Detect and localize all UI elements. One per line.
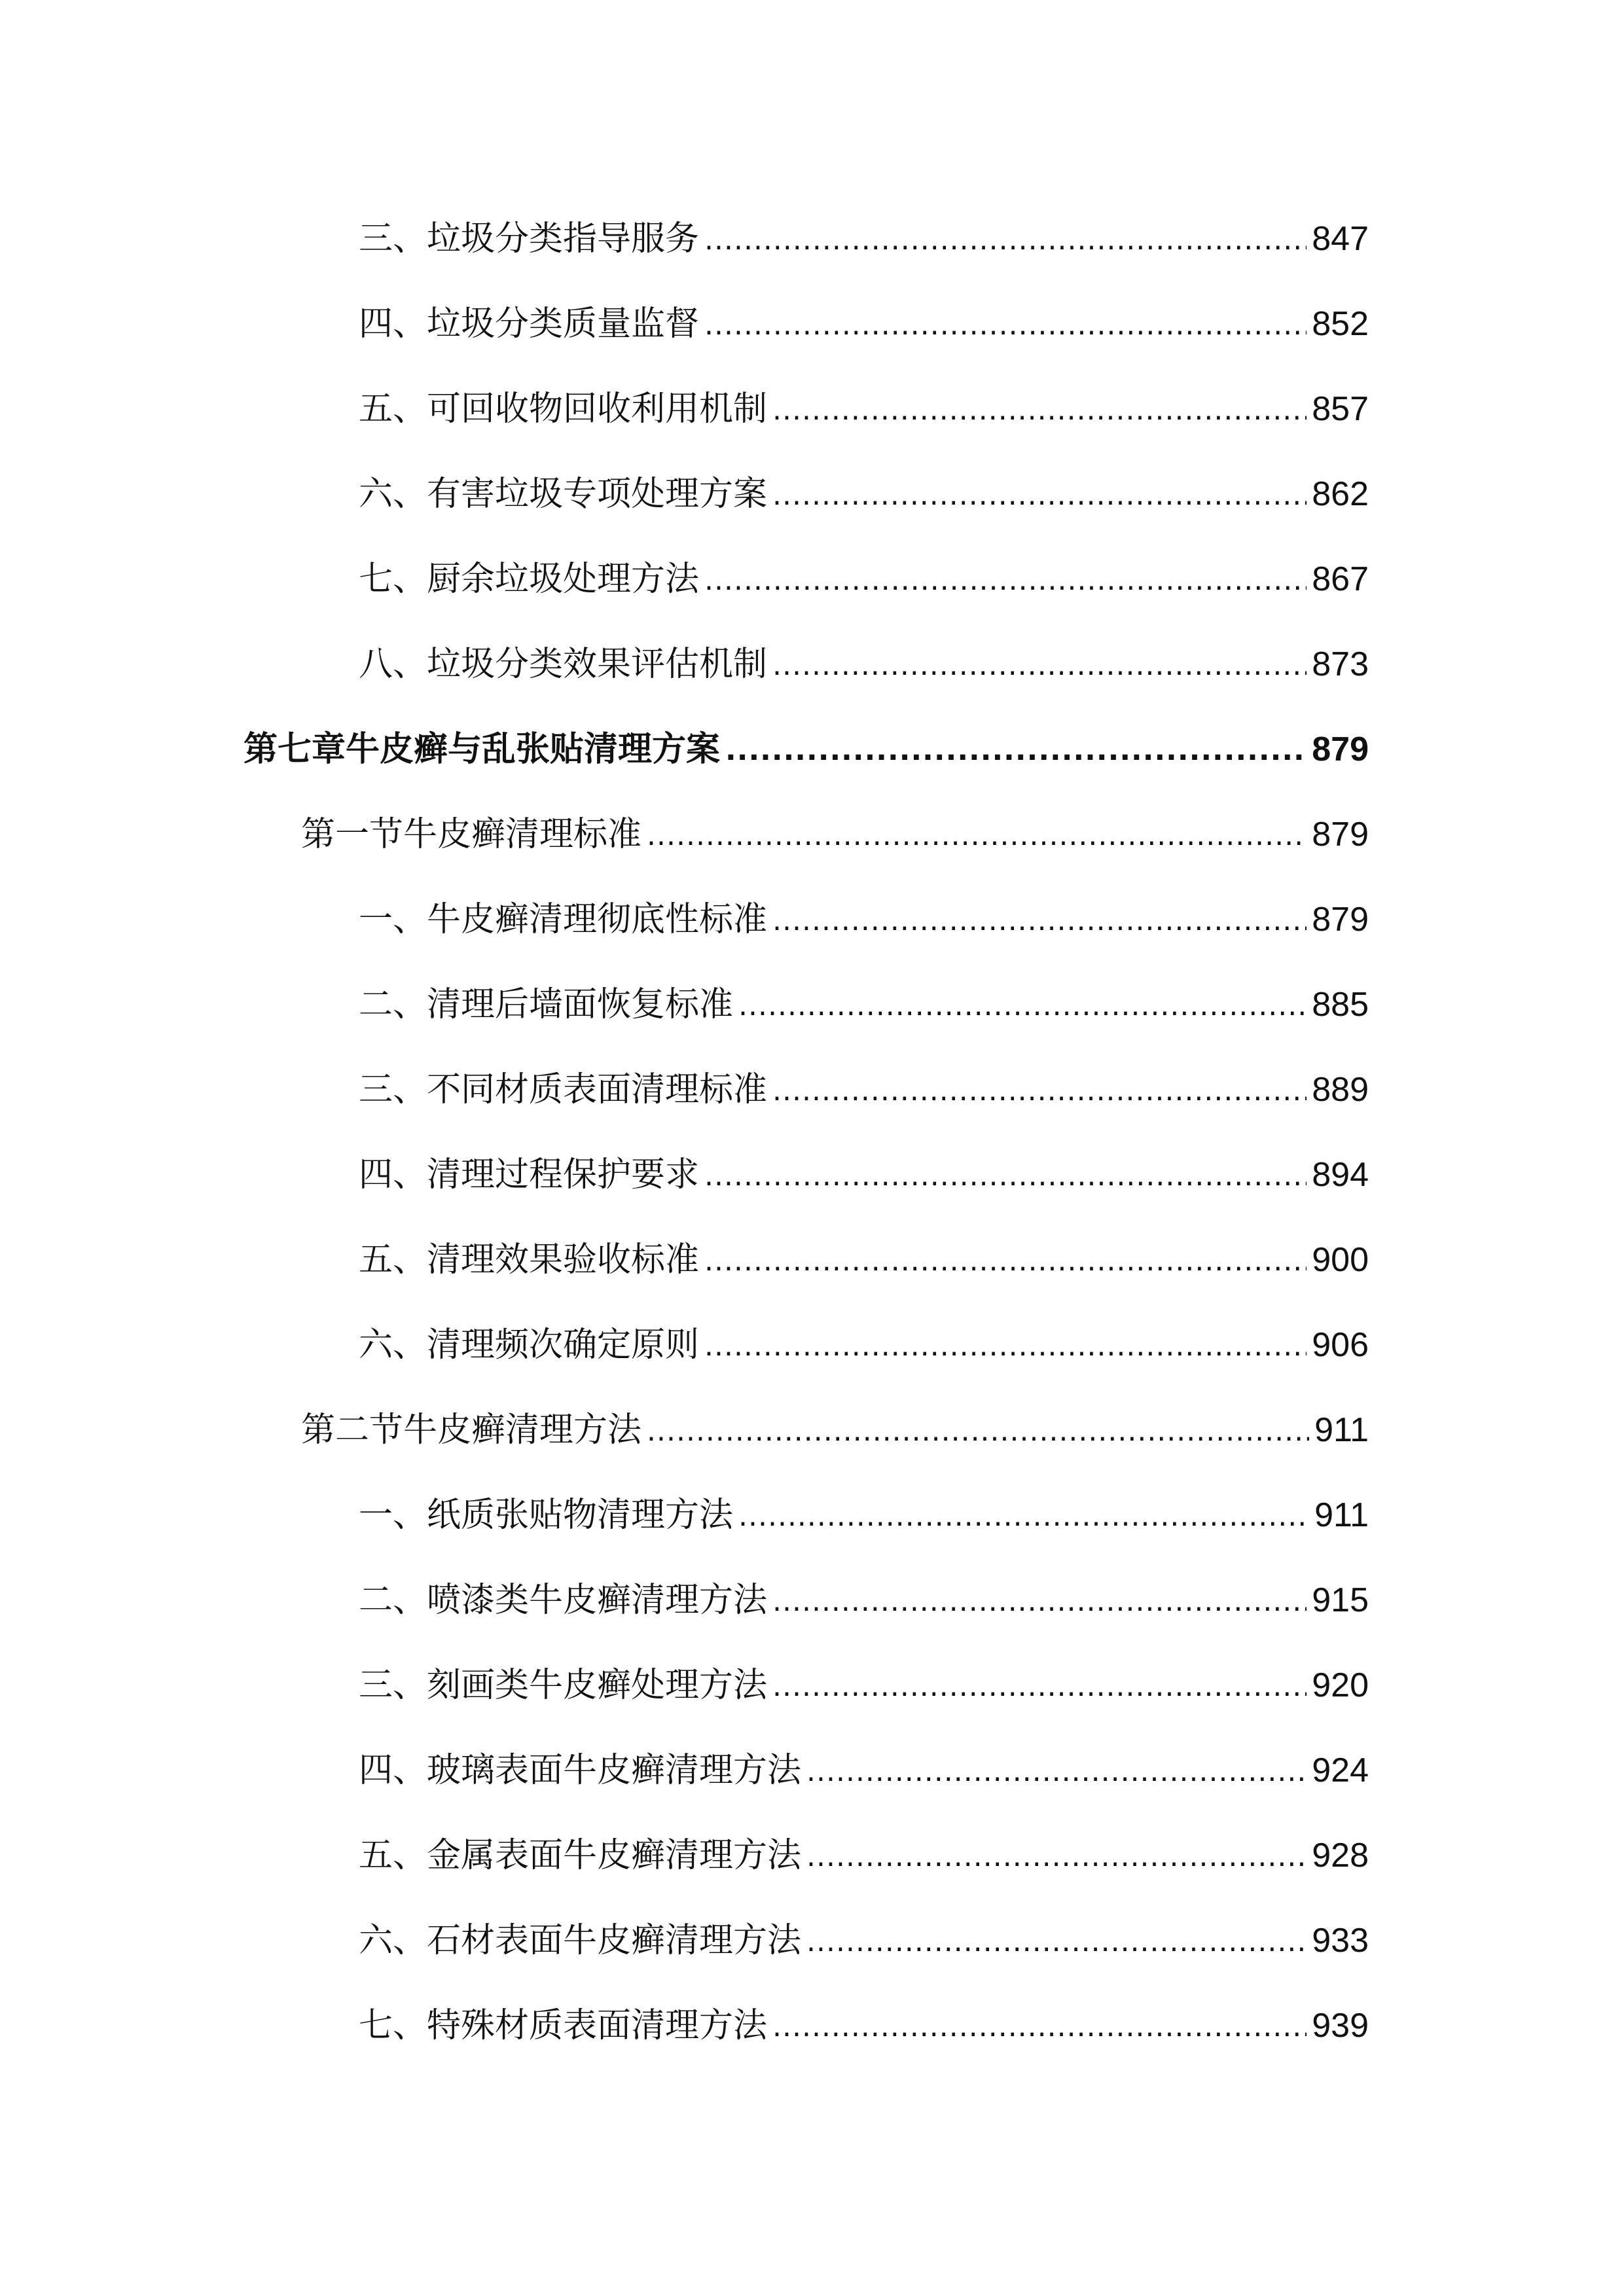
- toc-entry-page: 857: [1312, 390, 1369, 428]
- toc-entry-title: 第七章牛皮癣与乱张贴清理方案: [244, 730, 721, 769]
- toc-entry[interactable]: [359, 1914, 1369, 1967]
- toc-entry[interactable]: [359, 553, 1369, 605]
- toc-entry-page: 894: [1312, 1156, 1369, 1194]
- toc-entry-page: 867: [1312, 560, 1369, 598]
- toc-entry[interactable]: [359, 1574, 1369, 1626]
- toc-entry[interactable]: [359, 383, 1369, 435]
- toc-entry[interactable]: [359, 893, 1369, 946]
- toc-entry-page: 852: [1312, 305, 1369, 343]
- toc-entry-page: 879: [1312, 816, 1369, 853]
- toc-entry-page: 879: [1312, 730, 1369, 768]
- toc-entry-page: 900: [1312, 1241, 1369, 1279]
- toc-entry[interactable]: [359, 1234, 1369, 1286]
- toc-entry[interactable]: [359, 298, 1369, 350]
- toc-entry-page: 911: [1314, 1411, 1369, 1449]
- toc-dot-leader: [772, 2000, 1307, 2052]
- toc-entry-title: 七、厨余垃圾处理方法: [359, 560, 700, 599]
- toc-entry-title: 第一节牛皮癣清理标准: [301, 815, 642, 854]
- toc-entry-page: 885: [1312, 986, 1369, 1024]
- toc-dot-leader: [704, 213, 1307, 265]
- toc-entry[interactable]: [359, 1149, 1369, 1201]
- toc-entry[interactable]: [359, 1064, 1369, 1116]
- toc-dot-leader: [806, 1829, 1307, 1882]
- toc-chapter-entry[interactable]: [244, 723, 1369, 776]
- toc-entry-page: 939: [1312, 2007, 1369, 2045]
- toc-entry-page: 879: [1312, 901, 1369, 939]
- toc-dot-leader: [772, 383, 1307, 435]
- toc-entry-page: 933: [1312, 1922, 1369, 1960]
- toc-dot-leader: [725, 723, 1307, 776]
- toc-dot-leader: [704, 1319, 1307, 1371]
- toc-entry-page: 920: [1312, 1666, 1369, 1704]
- toc-entry-title: 一、纸质张贴物清理方法: [359, 1496, 734, 1535]
- toc-entry-title: 二、喷漆类牛皮癣清理方法: [359, 1581, 768, 1620]
- toc-entry[interactable]: [359, 213, 1369, 265]
- toc-entry-title: 一、牛皮癣清理彻底性标准: [359, 900, 768, 939]
- toc-entry[interactable]: [359, 1829, 1369, 1882]
- toc-entry-title: 三、刻画类牛皮癣处理方法: [359, 1666, 768, 1705]
- toc-entry-title: 三、垃圾分类指导服务: [359, 219, 700, 259]
- toc-entry-page: 862: [1312, 475, 1369, 513]
- toc-entry-title: 四、玻璃表面牛皮癣清理方法: [359, 1751, 802, 1790]
- toc-entry-page: 889: [1312, 1071, 1369, 1109]
- toc-dot-leader: [806, 1914, 1307, 1967]
- toc-entry-title: 三、不同材质表面清理标准: [359, 1070, 768, 1109]
- toc-entry-title: 五、金属表面牛皮癣清理方法: [359, 1836, 802, 1875]
- toc-entry-title: 六、石材表面牛皮癣清理方法: [359, 1921, 802, 1960]
- toc-dot-leader: [772, 893, 1307, 946]
- toc-dot-leader: [704, 1149, 1307, 1201]
- toc-entry-page: 847: [1312, 220, 1369, 258]
- toc-entry-title: 五、可回收物回收利用机制: [359, 389, 768, 429]
- toc-entry[interactable]: [359, 1319, 1369, 1371]
- toc-entry[interactable]: [359, 1659, 1369, 1712]
- toc-entry-title: 第二节牛皮癣清理方法: [301, 1410, 642, 1450]
- toc-entry[interactable]: [359, 2000, 1369, 2052]
- toc-dot-leader: [647, 808, 1307, 861]
- toc-entry[interactable]: [359, 638, 1369, 691]
- toc-entry-title: 七、特殊材质表面清理方法: [359, 2006, 768, 2045]
- toc-dot-leader: [772, 1064, 1307, 1116]
- toc-dot-leader: [647, 1404, 1309, 1456]
- toc-dot-leader: [704, 1234, 1307, 1286]
- toc-dot-leader: [806, 1744, 1307, 1797]
- toc-dot-leader: [772, 1659, 1307, 1712]
- toc-dot-leader: [772, 1574, 1307, 1626]
- toc-entry-title: 六、清理频次确定原则: [359, 1325, 700, 1365]
- toc-entry-page: 915: [1312, 1581, 1369, 1619]
- toc-dot-leader: [738, 978, 1307, 1031]
- toc-entry-title: 二、清理后墙面恢复标准: [359, 985, 734, 1024]
- toc-entry[interactable]: [359, 1744, 1369, 1797]
- toc-entry-page: 928: [1312, 1837, 1369, 1874]
- toc-entry[interactable]: [359, 468, 1369, 520]
- toc-entry-title: 四、垃圾分类质量监督: [359, 304, 700, 344]
- toc-dot-leader: [704, 298, 1307, 350]
- toc-dot-leader: [704, 553, 1307, 605]
- toc-dot-leader: [772, 638, 1307, 691]
- toc-entry[interactable]: [359, 1489, 1369, 1541]
- toc-dot-leader: [738, 1489, 1309, 1541]
- toc-entry-page: 906: [1312, 1326, 1369, 1364]
- toc-entry-title: 八、垃圾分类效果评估机制: [359, 645, 768, 684]
- toc-entry-page: 873: [1312, 645, 1369, 683]
- toc-entry-page: 924: [1312, 1751, 1369, 1789]
- toc-section-entry[interactable]: [301, 808, 1369, 861]
- toc-dot-leader: [772, 468, 1307, 520]
- toc-entry-page: 911: [1314, 1496, 1369, 1534]
- toc-entry-title: 四、清理过程保护要求: [359, 1155, 700, 1194]
- toc-entry-title: 五、清理效果验收标准: [359, 1240, 700, 1280]
- toc-section-entry[interactable]: [301, 1404, 1369, 1456]
- toc-entry-title: 六、有害垃圾专项处理方案: [359, 475, 768, 514]
- toc-entry[interactable]: [359, 978, 1369, 1031]
